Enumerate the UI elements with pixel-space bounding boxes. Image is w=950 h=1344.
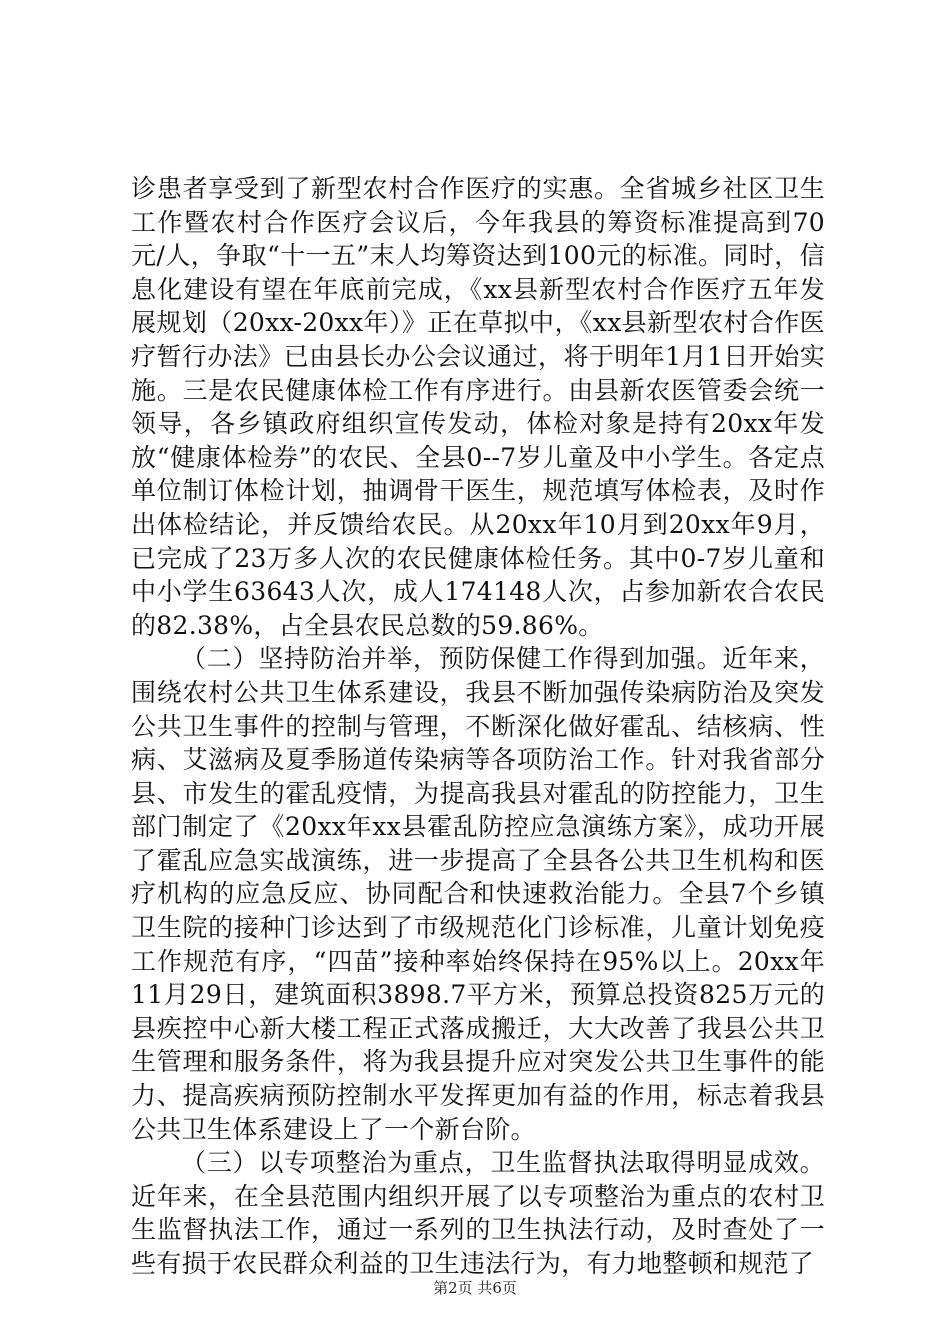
paragraph-section-3: （三）以专项整治为重点，卫生监督执法取得明显成效。近年来，在全县范围内组织开展了以专项整治为重点的农村卫生监督执法工作，通过一系列的卫生执法行动，及时查处了一些有损于农民群众利益的卫生违法行为，有力地整顿和规范了 [131,1148,825,1278]
paragraph-section-2: （二）坚持防治并举，预防保健工作得到加强。近年来，围绕农村公共卫生体系建设，我县不断加强传染病防治及突发公共卫生事件的控制与管理，不断深化做好霍乱、结核病、性病、艾滋病及夏季肠道传染病等各项防治工作。针对我省部分县、市发生的霍乱疫情，为提高我县对霍乱的防控能力，卫生部门制定了《20xx年xx县霍乱防控应急演练方案》，成功开展了霍乱应急实战演练，进一步提高了全县各公共卫生机构和医疗机构的应急反应、协同配合和快速救治能力。全县7个乡镇卫生院的接种门诊达到了市级规范化门诊标准，儿童计划免疫工作规范有序，“四苗”接种率始终保持在95%以上。20xx年11月29日，建筑面积3898.7平方米，预算总投资825万元的县疾控中心新大楼工程正式落成搬迁，大大改善了我县公共卫生管理和服务条件，将为我县提升应对突发公共卫生事件的能力、提高疾病预防控制水平发挥更加有益的作用，标志着我县公共卫生体系建设上了一个新台阶。 [131,644,825,1144]
paragraph-continuation: 诊患者享受到了新型农村合作医疗的实惠。全省城乡社区卫生工作暨农村合作医疗会议后，今年我县的筹资标准提高到70元/人，争取“十一五”末人均筹资达到100元的标准。同时，信息化建设有望在年底前完成，《xx县新型农村合作医疗五年发展规划（20xx-20xx年）》正在草拟中，《xx县新型农村合作医疗暂行办法》已由县长办公会议通过，将于明年1月1日开始实施。三是农民健康体检工作有序进行。由县新农医管委会统一领导，各乡镇政府组织宣传发动，体检对象是持有20xx年发放“健康体检券”的农民、全县0--7岁儿童及中小学生。各定点单位制订体检计划，抽调骨干医生，规范填写体检表，及时作出体检结论，并反馈给农民。从20xx年10月到20xx年9月，已完成了23万多人次的农民健康体检任务。其中0-7岁儿童和中小学生63643人次，成人174148人次，占参加新农合农民的82.38%，占全县农民总数的59.86%。 [131,174,825,640]
page-footer: 第2页 共6页 [433,1279,517,1297]
document-body [131,172,825,1281]
